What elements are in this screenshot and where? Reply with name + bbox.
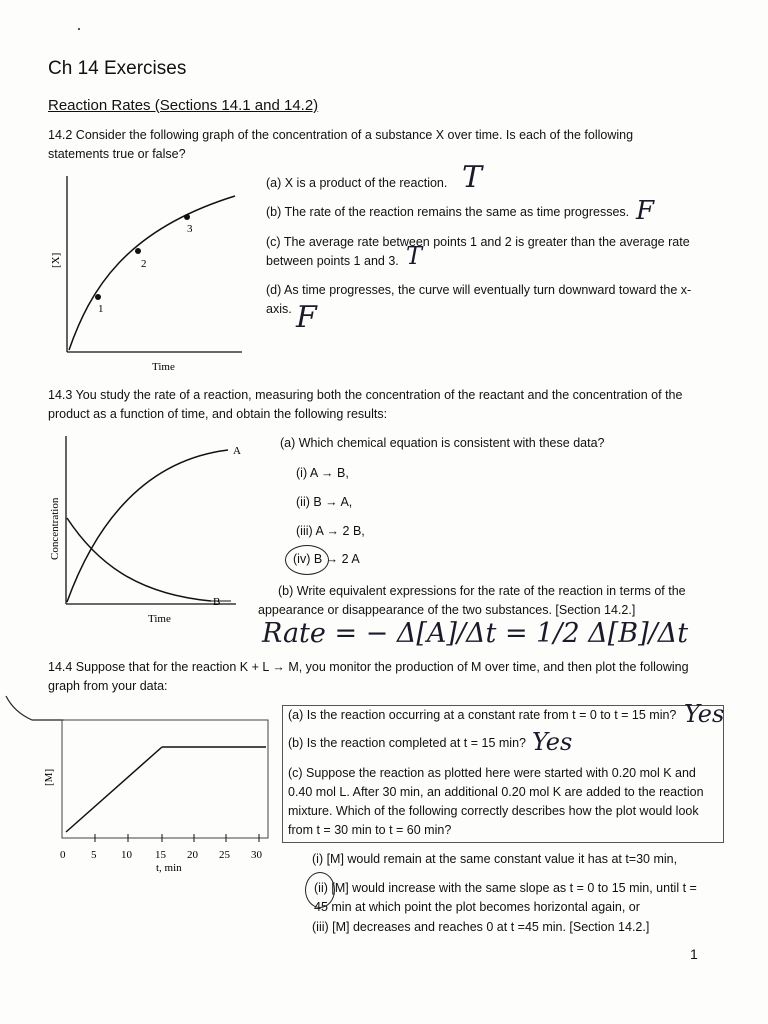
rate-expression-answer: Rate = − Δ[A]/Δt = 1/2 Δ[B]/Δt <box>262 618 689 649</box>
q14-4-b: (b) Is the reaction completed at t = 15 min? <box>288 736 526 750</box>
point-2 <box>135 248 141 254</box>
q14-3-b: (b) Write equivalent expressions for the rate of the reaction in terms of the appearance or disappearance of the two substances. [Section 14.2.] <box>258 584 686 617</box>
point-1 <box>95 294 101 300</box>
question-14-2-stem: 14.2 Consider the following graph of the concentration of a substance X over time. Is each of the following statements true or false? <box>48 128 634 161</box>
x-tick-20: 20 <box>187 849 198 861</box>
section-heading: Reaction Rates (Sections 14.1 and 14.2) <box>48 97 319 114</box>
option-ii: (ii) B → A, <box>296 495 353 509</box>
option-ii-circled: (ii) [M] would increase with the same slope as t = 0 to 15 min, until t = 45 min at which point the plot becomes horizontal again, or <box>314 881 697 914</box>
answer-b-14-2: F <box>636 196 655 226</box>
x-tick-25: 25 <box>219 849 230 861</box>
point-3 <box>184 214 190 220</box>
option-iv-circled: (iv) B → 2 A <box>293 552 360 566</box>
bracket-mark <box>6 696 64 720</box>
answer-c-14-2: T <box>406 242 423 270</box>
x-tick-5: 5 <box>91 849 97 861</box>
answer-d-14-2: F <box>296 300 317 335</box>
x-tick-15: 15 <box>155 849 166 861</box>
x-tick-0: 0 <box>60 849 66 861</box>
answer-circle <box>285 545 329 575</box>
answer-a-14-4: Yes <box>684 700 725 728</box>
answer-b-14-4: Yes <box>532 728 573 756</box>
point-label-3: 3 <box>187 223 193 235</box>
q14-2-b: (b) The rate of the reaction remains the same as time progresses. <box>266 205 630 219</box>
question-14-3-stem: 14.3 You study the rate of a reaction, measuring both the concentration of the reactant and the concentration of the product as a function of time, and obtain the following results: <box>48 388 683 421</box>
chart-14-4 <box>4 692 280 882</box>
page-dot <box>78 28 80 30</box>
answer-a-14-2: T <box>462 160 483 195</box>
q14-4-c: (c) Suppose the reaction as plotted here were started with 0.20 mol K and 0.40 mol L. After 30 min, an additional 0.20 mol K are added to the reaction mixture. Which of the following correctly describes how the plot would look from t = 30 min to t = 60 min? <box>288 766 704 837</box>
option-iii: (iii) A → 2 B, <box>296 524 365 538</box>
m-data-line-rise <box>66 747 162 832</box>
point-label-2: 2 <box>141 258 147 270</box>
y-axis-label: Concentration <box>49 497 61 560</box>
chart-14-3 <box>36 432 266 632</box>
y-axis-label: [M] <box>43 768 55 786</box>
x-axis-label: Time <box>148 613 171 625</box>
q14-2-a: (a) X is a product of the reaction. <box>266 176 448 190</box>
option-iii: (iii) [M] decreases and reaches 0 at t =45 min. [Section 14.2.] <box>312 920 650 934</box>
series-b-curve <box>67 518 211 601</box>
q14-4-a: (a) Is the reaction occurring at a constant rate from t = 0 to t = 15 min? <box>288 708 677 722</box>
option-i: (i) [M] would remain at the same constant value it has at t=30 min, <box>312 852 678 866</box>
x-tick-30: 30 <box>251 849 262 861</box>
series-label-a: A <box>233 445 241 457</box>
point-label-1: 1 <box>98 303 104 315</box>
q14-2-d: (d) As time progresses, the curve will eventually turn downward toward the x-axis. <box>266 283 692 316</box>
series-a-curve <box>67 450 228 602</box>
x-axis-label: Time <box>152 361 175 373</box>
series-label-b: B <box>213 596 221 608</box>
x-axis-label: t, min <box>156 862 182 874</box>
page-title: Ch 14 Exercises <box>48 58 187 79</box>
y-axis-label: [X] <box>50 252 62 268</box>
option-i: (i) A → B, <box>296 466 349 480</box>
answer-circle <box>305 872 335 908</box>
chart-14-2 <box>40 170 250 380</box>
page-number: 1 <box>690 946 698 962</box>
q14-2-c: (c) The average rate between points 1 and 2 is greater than the average rate between points 1 and 3. <box>266 235 690 268</box>
question-14-4-stem: 14.4 Suppose that for the reaction K + L → M, you monitor the production of M over time, and then plot the following graph from your data: <box>48 660 689 693</box>
q14-3-a: (a) Which chemical equation is consistent with these data? <box>280 436 605 450</box>
x-tick-10: 10 <box>121 849 132 861</box>
